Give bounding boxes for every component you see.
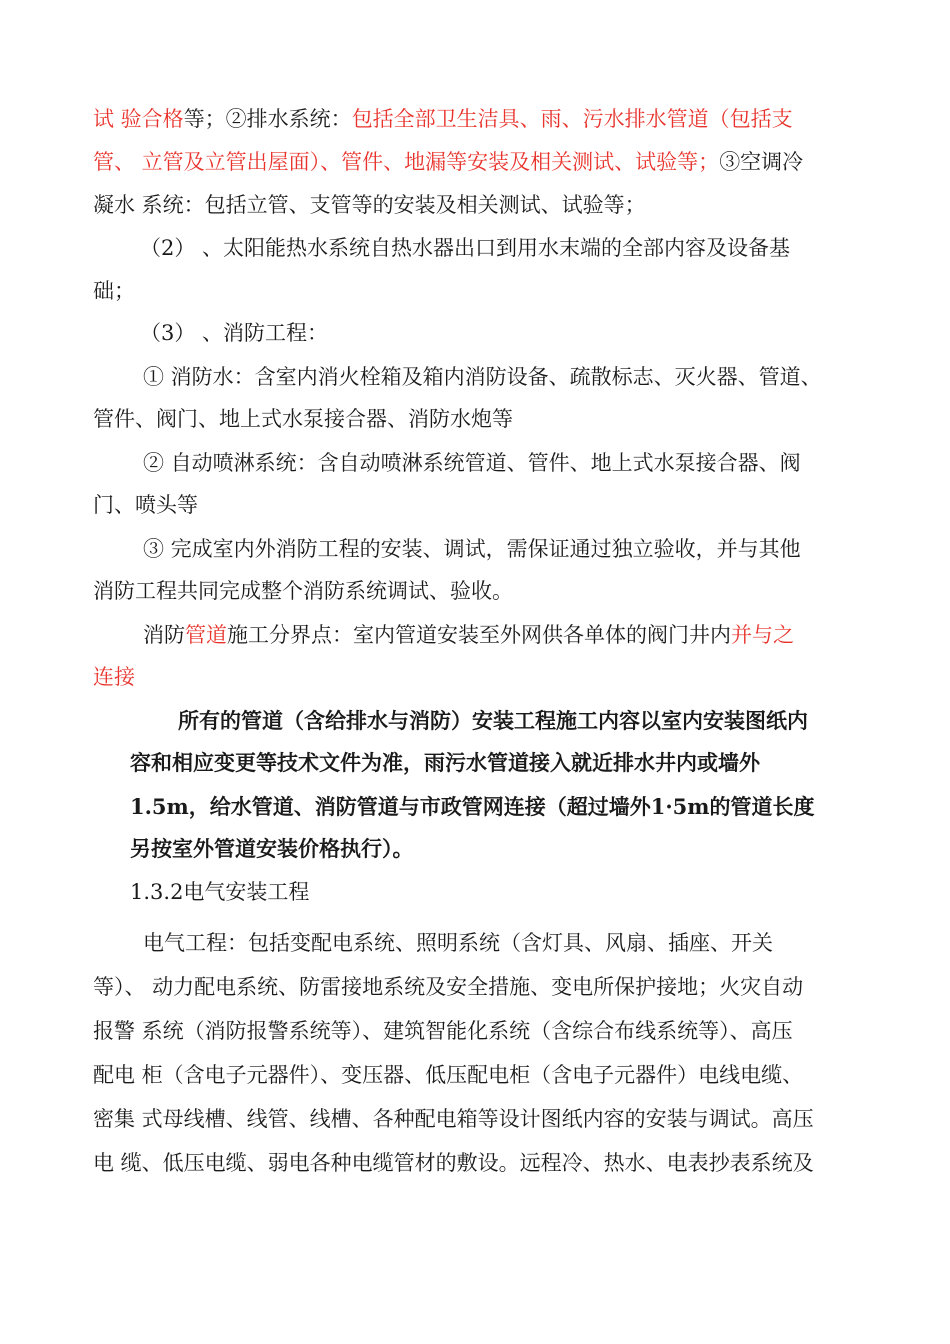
highlighted-text: 连接 [93, 665, 135, 689]
body-text: 门、喷头等 [93, 493, 198, 517]
body-text: 施工分界点：室内管道安装至外网供各单体的阀门井内 [227, 623, 731, 647]
text-line-24 [93, 1104, 814, 1134]
body-text: （2） 、太阳能热水系统自热水器出口到用水末端的全部内容及设备基 [140, 236, 791, 260]
section-heading [130, 877, 309, 907]
text-line-22 [93, 1016, 793, 1046]
body-text: 等）、 动力配电系统、防雷接地系统及安全措施、变电所保护接地；火灾自动 [93, 975, 804, 999]
section-heading-text: 1.3.2电气安装工程 [130, 880, 310, 904]
highlighted-text: 管道 [185, 623, 227, 647]
body-text: 消防工程共同完成整个消防系统调试、验收。 [93, 579, 513, 603]
body-text: 配电 柜（含电子元器件）、变压器、低压配电柜（含电子元器件）电线电缆、 [93, 1063, 804, 1087]
text-line-8 [93, 404, 513, 434]
body-text: 密集 式母线槽、线管、线槽、各种配电箱等设计图纸内容的安装与调试。高压 [93, 1107, 814, 1131]
body-text: 凝水 系统：包括立管、支管等的安装及相关测试、试验等； [93, 193, 646, 217]
text-line-25 [93, 1148, 814, 1178]
text-line-3 [93, 190, 646, 220]
text-line-18 [130, 834, 414, 864]
text-line-10 [93, 490, 198, 520]
text-line-11 [143, 534, 801, 564]
body-text: ③空调冷 [719, 150, 804, 174]
text-line-17 [130, 792, 815, 822]
body-text: 础； [93, 279, 135, 303]
highlighted-text: 并与之 [731, 623, 794, 647]
text-line-23 [93, 1060, 803, 1090]
text-line-4 [140, 233, 790, 263]
body-text: 等；②排水系统： [183, 107, 352, 131]
text-line-1 [93, 104, 793, 134]
highlighted-text: 试 验合格 [93, 107, 184, 131]
text-line-14 [93, 662, 135, 692]
bold-text: 容和相应变更等技术文件为准，雨污水管道接入就近排水井内或墙外 [130, 750, 760, 775]
text-line-6 [140, 318, 328, 348]
text-line-9 [143, 448, 801, 478]
body-text: ① 消防水：含室内消火栓箱及箱内消防设备、疏散标志、灭火器、管道、 [143, 365, 822, 389]
body-text: （3） 、消防工程： [140, 321, 329, 345]
bold-text: 1.5m，给水管道、消防管道与市政管网连接（超过墙外1·5m的管道长度 [130, 794, 815, 819]
highlighted-text: 管、 立管及立管出屋面）、管件、地漏等安装及相关测试、试验等； [93, 150, 720, 174]
body-text: 管件、阀门、地上式水泵接合器、消防水炮等 [93, 407, 513, 431]
text-line-5 [93, 276, 135, 306]
bold-text: 所有的管道（含给排水与消防）安装工程施工内容以室内安装图纸内 [178, 708, 808, 733]
text-line-16 [130, 748, 760, 778]
body-text: ② 自动喷淋系统：含自动喷淋系统管道、管件、地上式水泵接合器、阀 [143, 451, 801, 475]
text-line-20 [143, 928, 773, 958]
text-line-12 [93, 576, 513, 606]
body-text: 报警 系统（消防报警系统等）、建筑智能化系统（含综合布线系统等）、高压 [93, 1019, 793, 1043]
body-text: 电 缆、低压电缆、弱电各种电缆管材的敷设。远程冷、热水、电表抄表系统及 [93, 1151, 814, 1175]
text-line-15 [178, 706, 808, 736]
text-line-7 [143, 362, 822, 392]
body-text: ③ 完成室内外消防工程的安装、调试，需保证通过独立验收，并与其他 [143, 537, 801, 561]
body-text: 消防 [143, 623, 185, 647]
highlighted-text: 包括全部卫生洁具、雨、污水排水管道（包括支 [351, 107, 793, 131]
bold-text: 另按室外管道安装价格执行）。 [130, 836, 414, 861]
body-text: 电气工程：包括变配电系统、照明系统（含灯具、风扇、插座、开关 [143, 931, 773, 955]
text-line-21 [93, 972, 803, 1002]
text-line-13 [143, 620, 794, 650]
text-line-2 [93, 147, 803, 177]
